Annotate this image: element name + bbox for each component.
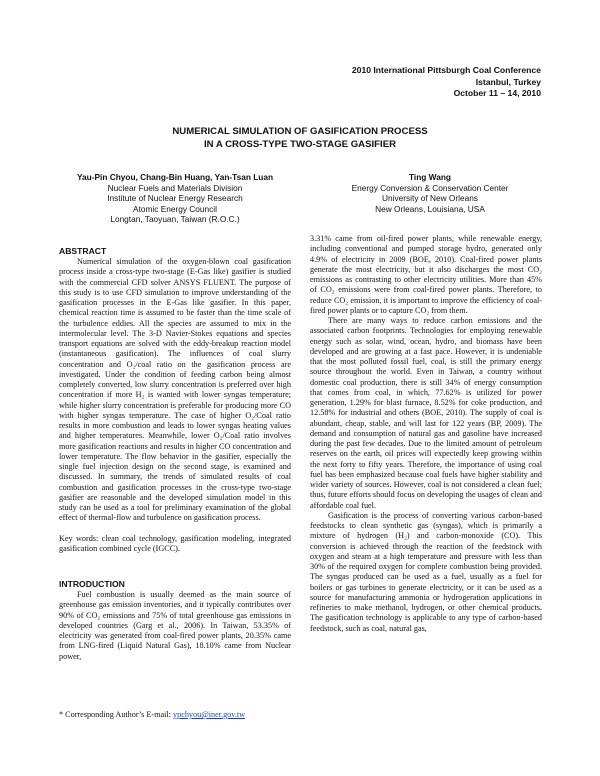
- author-names: Ting Wang: [409, 172, 451, 182]
- intro-paragraph: Gasification is the process of converting various carbon-based feedstocks to clean synthetic gas (syngas), which is primarily a mixture of hydrogen (H₂) and carbon-monoxide (CO). This conversion is achieved through the reaction of the feedstock with oxygen and steam at a high temperature and pressure with less than 30% of the required oxygen for complete combustion being provided. The syngas produced can be used as a fuel, usually as a fuel for boilers or gas turbines to generate electricity, or it can be used as a source for manufacturing ammonia or hydrogeration applications in refineries to make methanol, hydrogen, or other chemical products. The gasification technology is applicable to any type of carbon-based feedstock, such as coal, natural gas,: [310, 510, 542, 633]
- conference-name: 2010 International Pittsburgh Coal Conference: [351, 65, 541, 75]
- conference-dates: October 11 – 14, 2010: [453, 88, 541, 98]
- left-column: [59, 246, 291, 662]
- footnote: [59, 710, 299, 719]
- affiliation-line: Energy Conversion & Conservation Center: [351, 182, 509, 193]
- intro-paragraph: Fuel combustion is usually deemed as the main source of greenhouse gas emission inventories, and it typically contributes over 90% of CO₂ emissions and 75% of total greenhouse gas emissions in developed countries (Garg et al., 2006). In Taiwan, 53.35% of electricity was generated from coal-fired power plants, 20.35% came from LNG-fired (Liquid Natural Gas), 18.10% came from Nuclear power,: [59, 590, 291, 661]
- footnote-label: * Corresponding Author’s E-mail:: [59, 710, 174, 719]
- intro-paragraph-continued: 3.31% came from oil-fired power plants, while renewable energy, including conventional and pumped storage hydro, generated only 4.9% of electricity in 2009 (BOE, 2010). Coal-fired power plants generate the most electricity, but it also discharges the most CO₂ emissions as contrasting to other electricity utilities. More than 45% of CO₂ emissions were from coal-fired power plants. Therefore, to reduce CO₂ emission, it is important to improve the efficiency of coal-fired power plants or to capture CO₂ from them.: [310, 234, 542, 315]
- affiliation-line: Institute of Nuclear Energy Research: [107, 193, 243, 204]
- affiliation-line: University of New Orleans: [382, 193, 478, 204]
- author-block-2: [305, 172, 555, 214]
- conference-location: Istanbul, Turkey: [475, 76, 541, 87]
- affiliation-line: Nuclear Fuels and Materials Division: [107, 182, 243, 193]
- conference-header: [352, 65, 541, 100]
- keywords: Key words: clean coal technology, gasification modeling, integrated gasification combined cycle (IGCC).: [59, 533, 291, 553]
- abstract-heading: ABSTRACT: [59, 246, 107, 256]
- title-line-1: NUMERICAL SIMULATION OF GASIFICATION PROCESS: [172, 126, 428, 137]
- abstract-body: Numerical simulation of the oxygen-blown coal gasification process inside a cross-type two-stage (E-Gas like) gasifier is studied with the commercial CFD solver ANSYS FLUENT. The purpose of this study is to use CFD simulation to improve understanding of the gasification processes in the E-Gas like gasifier. In this paper, chemical reaction time is assumed to be faster than the time scale of the turbulence eddies. All the species are assumed to mix in the intermolecular level. The 3-D Navier-Stokes equations and species transport equations are solved with the eddy-breakup reaction model (instantaneous gasification). The influences of coal slurry concentration and O₂/coal ratio on the gasification process are investigated. Under the condition of feeding carbon being almost completely converted, low slurry concentration is preferred over high concentration if more H₂ is wanted with lower syngas temperature; while higher slurry concentration is preferable for producing more CO with higher syngas temperature. The case of higher O₂/Coal ratio results in more combustion and leads to lower syngas heating values and higher temperatures. Meanwhile, lower O₂/Coal ratio involves more gasification reactions and results in higher CO concentration and lower temperature. The flow behavior in the gasifier, especially the single fuel injection design on the second stage, is examined and discussed. In summary, the trends of simulated results of coal combustion and gasification processes in the cross-type two-stage gasifier are reasonable and the developed simulation model in this study can be used as a tool for preliminary examination of the global effect of thermal-flow and turbulence on gasification process.: [59, 257, 291, 523]
- right-column: [310, 234, 542, 634]
- paper-title: [0, 126, 600, 151]
- title-line-2: IN A CROSS-TYPE TWO-STAGE GASIFIER: [203, 138, 397, 150]
- intro-paragraph: There are many ways to reduce carbon emissions and the associated carbon footprints. Technologies for employing renewable energy such as solar, wind, ocean, hydro, and biomass have been developed and are growing at a fast pace. However, it is undeniable that the most polluted fossil fuel, coal, is still the primary energy source throughout the world. Even in Taiwan, a country without domestic coal production, there is still 34% of energy consumption that comes from coal, in which, 77.62% is utilized for power generation, 1.29% for blast furnace, 8.52% for coke production, and 12.58% for industrial and others (BOE, 2010). The supply of coal is abundant, cheap, stable, and will last for 122 years (BP, 2009). The demand and consumption of natural gas and gasoline have increased during the past few decades. Due to the limited amount of petroleum reserves on the earth, oil prices will expectedly keep growing within the next forty to fifty years. Therefore, the importance of using coal fuel has been emphasized because coal fuels have higher stability and wider variety of sources. However, coal is not considered a clean fuel; thus, future efforts should focus on developing the usages of clean and affordable coal fuel.: [310, 316, 542, 510]
- affiliation-line: Longtan, Taoyuan, Taiwan (R.O.C.): [110, 214, 240, 225]
- affiliation-line: New Orleans, Louisiana, USA: [375, 203, 485, 214]
- author-email-link[interactable]: ypchyou@iner.gov.tw: [173, 710, 246, 719]
- author-names: Yau-Pin Chyou, Chang-Bin Huang, Yan-Tsan Luan: [76, 172, 274, 182]
- author-block-1: [40, 172, 310, 225]
- affiliation-line: Atomic Energy Council: [133, 203, 217, 214]
- introduction-heading: INTRODUCTION: [59, 579, 125, 589]
